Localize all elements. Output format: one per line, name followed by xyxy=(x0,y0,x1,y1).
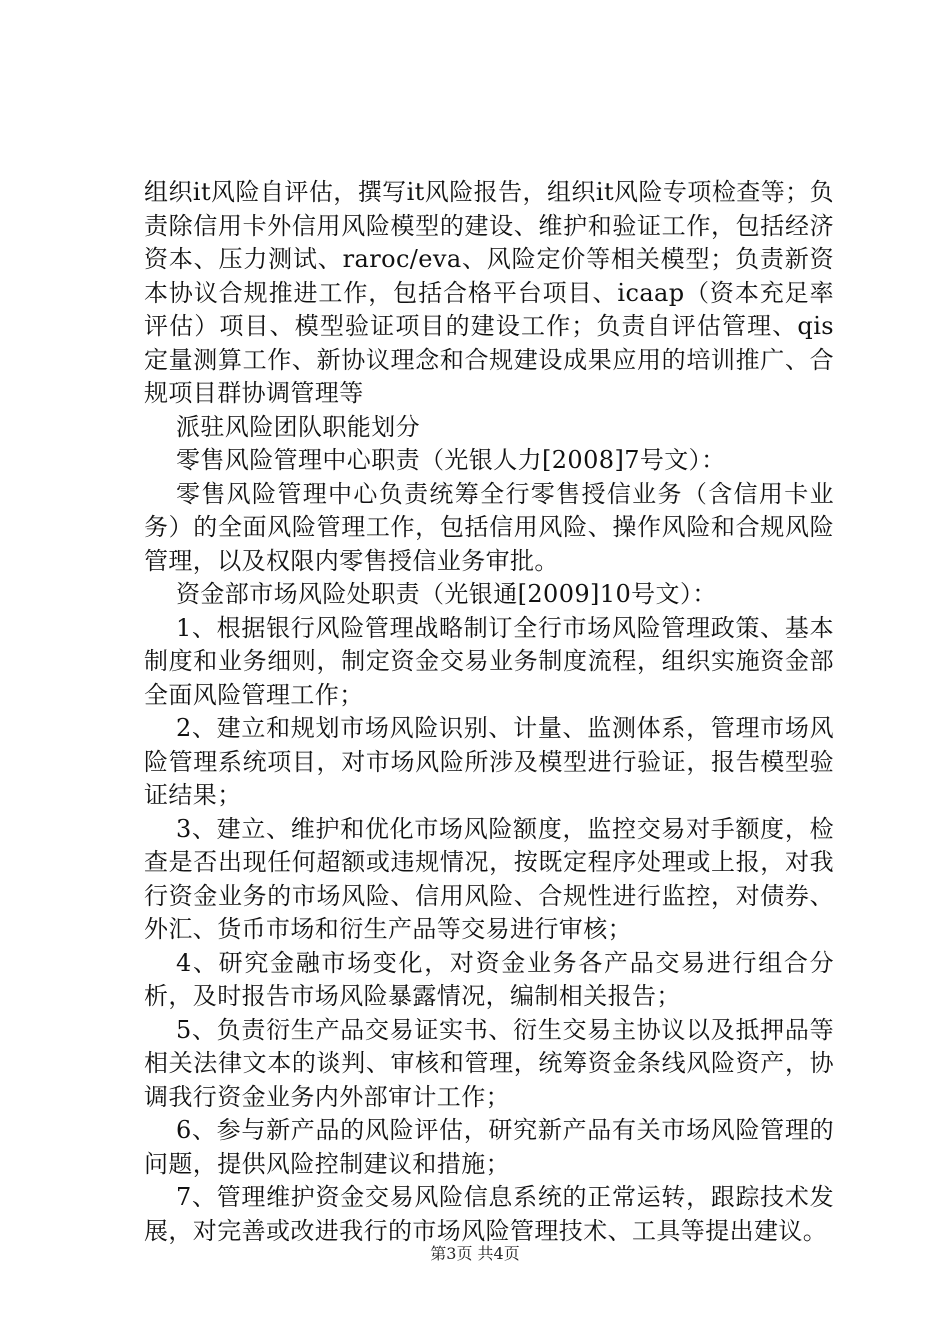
paragraph: 零售风险管理中心负责统筹全行零售授信业务（含信用卡业务）的全面风险管理工作，包括信用风险、操作风险和合规风险管理，以及权限内零售授信业务审批。 xyxy=(144,479,834,575)
list-item: 7、管理维护资金交易风险信息系统的正常运转，跟踪技术发展，对完善或改进我行的市场风险管理技术、工具等提出建议。 xyxy=(144,1183,834,1245)
paragraph: 组织it风险自评估，撰写it风险报告，组织it风险专项检查等；负责除信用卡外信用风险模型的建设、维护和验证工作，包括经济资本、压力测试、raroc/eva、风险定价等相关模型；负责新资本协议合规推进工作，包括合格平台项目、icaap（资本充足率评估）项目、模型验证项目的建设工作；负责自评估管理、qis定量测算工作、新协议理念和合规建设成果应用的培训推广、合规项目群协调管理等 xyxy=(144,178,834,407)
list-item: 5、负责衍生产品交易证实书、衍生交易主协议以及抵押品等相关法律文本的谈判、审核和管理，统筹资金条线风险资产，协调我行资金业务内外部审计工作； xyxy=(144,1015,834,1111)
list-item: 1、根据银行风险管理战略制订全行市场风险管理政策、基本制度和业务细则，制定资金交易业务制度流程，组织实施资金部全面风险管理工作； xyxy=(144,613,834,709)
section-heading: 派驻风险团队职能划分 xyxy=(176,412,420,441)
paragraph: 资金部市场风险处职责（光银通[2009]10号文）： xyxy=(176,580,717,608)
page-footer: 第3页 共4页 xyxy=(430,1244,520,1263)
document-body xyxy=(144,176,834,1248)
paragraph: 零售风险管理中心职责（光银人力[2008]7号文）： xyxy=(176,446,726,474)
list-item: 3、建立、维护和优化市场风险额度，监控交易对手额度，检查是否出现任何超额或违规情况，按既定程序处理或上报，对我行资金业务的市场风险、信用风险、合规性进行监控，对债券、外汇、货币市场和衍生产品等交易进行审核； xyxy=(144,814,834,943)
list-item: 4、研究金融市场变化，对资金业务各产品交易进行组合分析，及时报告市场风险暴露情况，编制相关报告； xyxy=(144,948,834,1010)
list-item: 2、建立和规划市场风险识别、计量、监测体系，管理市场风险管理系统项目，对市场风险所涉及模型进行验证，报告模型验证结果； xyxy=(144,714,834,809)
list-item: 6、参与新产品的风险评估，研究新产品有关市场风险管理的问题，提供风险控制建议和措施； xyxy=(144,1116,834,1178)
